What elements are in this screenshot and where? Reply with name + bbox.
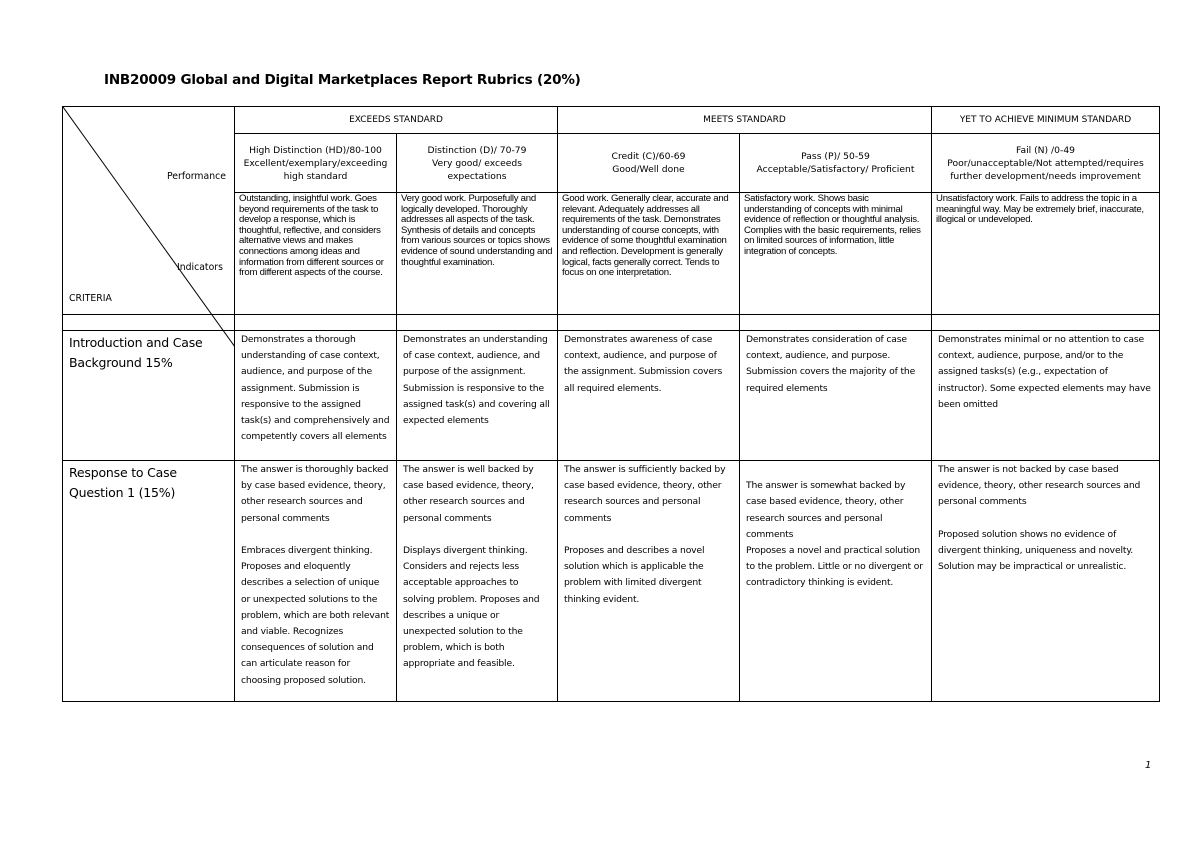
descriptor-hd: Outstanding, insightful work. Goes beyond requirements of the task to develop a response, which is thoughtful, reflective, and considers alternative views and makes connections among ideas and information from different sources or from different aspects of the course. (235, 193, 397, 315)
performance-label: Performance (167, 171, 226, 182)
intro-cell-d: Demonstrates an understanding of case context, audience, and purpose of the assignment. Submission is responsive to the assigned task(s) and covering all expected elements (397, 331, 558, 461)
spacer-cell (932, 315, 1160, 331)
grade-p: Pass (P)/ 50-59 Acceptable/Satisfactory/ Proficient (740, 134, 932, 193)
descriptor-c: Good work. Generally clear, accurate and relevant. Adequately addresses all requirements of the task. Demonstrates understanding of course concepts, with evidence of some thoughtful examination and reflection. Development is generally logical, facts generally correct. Tends to focus on one interpretation. (558, 193, 740, 315)
intro-cell-p: Demonstrates consideration of case context, audience, and purpose. Submission covers the majority of the required elements (740, 331, 932, 461)
spacer-cell (235, 315, 397, 331)
spacer-cell (558, 315, 740, 331)
grade-c: Credit (C)/60-69 Good/Well done (558, 134, 740, 193)
intro-cell-hd: Demonstrates a thorough understanding of case context, audience, and purpose of the assignment. Submission is responsive to the assigned task(s) and comprehensively and competently covers all elements (235, 331, 397, 461)
band-yet-to-achieve: YET TO ACHIEVE MINIMUM STANDARD (932, 107, 1160, 134)
spacer-cell (397, 315, 558, 331)
criterion-row-question1 (63, 461, 1160, 702)
grade-hd: High Distinction (HD)/80-100 Excellent/exemplary/exceeding high standard (235, 134, 397, 193)
spacer-cell (740, 315, 932, 331)
descriptor-d: Very good work. Purposefully and logically developed. Thoroughly addresses all aspects of the task. Synthesis of details and concepts from various sources or topics shows evidence of sound understanding and thoughtful examination. (397, 193, 558, 315)
q1-cell-p: The answer is somewhat backed by case based evidence, theory, other research sources and personal comments Proposes a novel and practical solution to the problem. Little or no divergent or contradictory thinking is evident. (740, 461, 932, 702)
criterion-row-introduction (63, 331, 1160, 461)
grade-d: Distinction (D)/ 70-79 Very good/ exceeds expectations (397, 134, 558, 193)
q1-cell-c: The answer is sufficiently backed by case based evidence, theory, other research sources and personal comments Proposes and describes a novel solution which is applicable the problem with limited divergent thinking evident. (558, 461, 740, 702)
criterion-label-question1: Response to Case Question 1 (15%) (63, 461, 235, 702)
grade-n: Fail (N) /0-49 Poor/unacceptable/Not attempted/requires further development/needs improvement (932, 134, 1160, 193)
q1-cell-n: The answer is not backed by case based evidence, theory, other research sources and personal comments Proposed solution shows no evidence of divergent thinking, uniqueness and novelty. Solution may be impractical or unrealistic. (932, 461, 1160, 702)
criterion-label-introduction: Introduction and Case Background 15% (63, 331, 235, 461)
page-number: 1 (1145, 760, 1152, 771)
descriptor-p: Satisfactory work. Shows basic understanding of concepts with minimal evidence of reflection or thoughtful analysis. Complies with the basic requirements, relies on limited sources of information, little integration of concepts. (740, 193, 932, 315)
band-exceeds-standard: EXCEEDS STANDARD (235, 107, 558, 134)
rubric-table (62, 106, 1160, 702)
band-meets-standard: MEETS STANDARD (558, 107, 932, 134)
q1-cell-d: The answer is well backed by case based evidence, theory, other research sources and personal comments Displays divergent thinking. Considers and rejects less acceptable approaches to solving problem. Proposes and describes a unique or unexpected solution to the problem, which is both appropriate and feasible. (397, 461, 558, 702)
descriptor-n: Unsatisfactory work. Fails to address the topic in a meaningful way. May be extremely brief, inaccurate, illogical or undeveloped. (932, 193, 1160, 315)
corner-diagonal-line (63, 107, 235, 347)
document-title: INB20009 Global and Digital Marketplaces Report Rubrics (20%) (104, 72, 581, 88)
criteria-label: CRITERIA (69, 293, 112, 304)
q1-cell-hd: The answer is thoroughly backed by case based evidence, theory, other research sources and personal comments Embraces divergent thinking. Proposes and eloquently describes a selection of unique or unexpected solutions to the problem, which are both relevant and viable. Recognizes consequences of solution and can articulate reason for choosing proposed solution. (235, 461, 397, 702)
band-row (63, 107, 1160, 134)
intro-cell-n: Demonstrates minimal or no attention to case context, audience, purpose, and/or to the assigned tasks(s) (e.g., expectation of instructor). Some expected elements may have been omitted (932, 331, 1160, 461)
intro-cell-c: Demonstrates awareness of case context, audience, and purpose of the assignment. Submission covers all required elements. (558, 331, 740, 461)
header-corner-cell (63, 107, 235, 315)
indicators-label: Indicators (177, 262, 223, 273)
